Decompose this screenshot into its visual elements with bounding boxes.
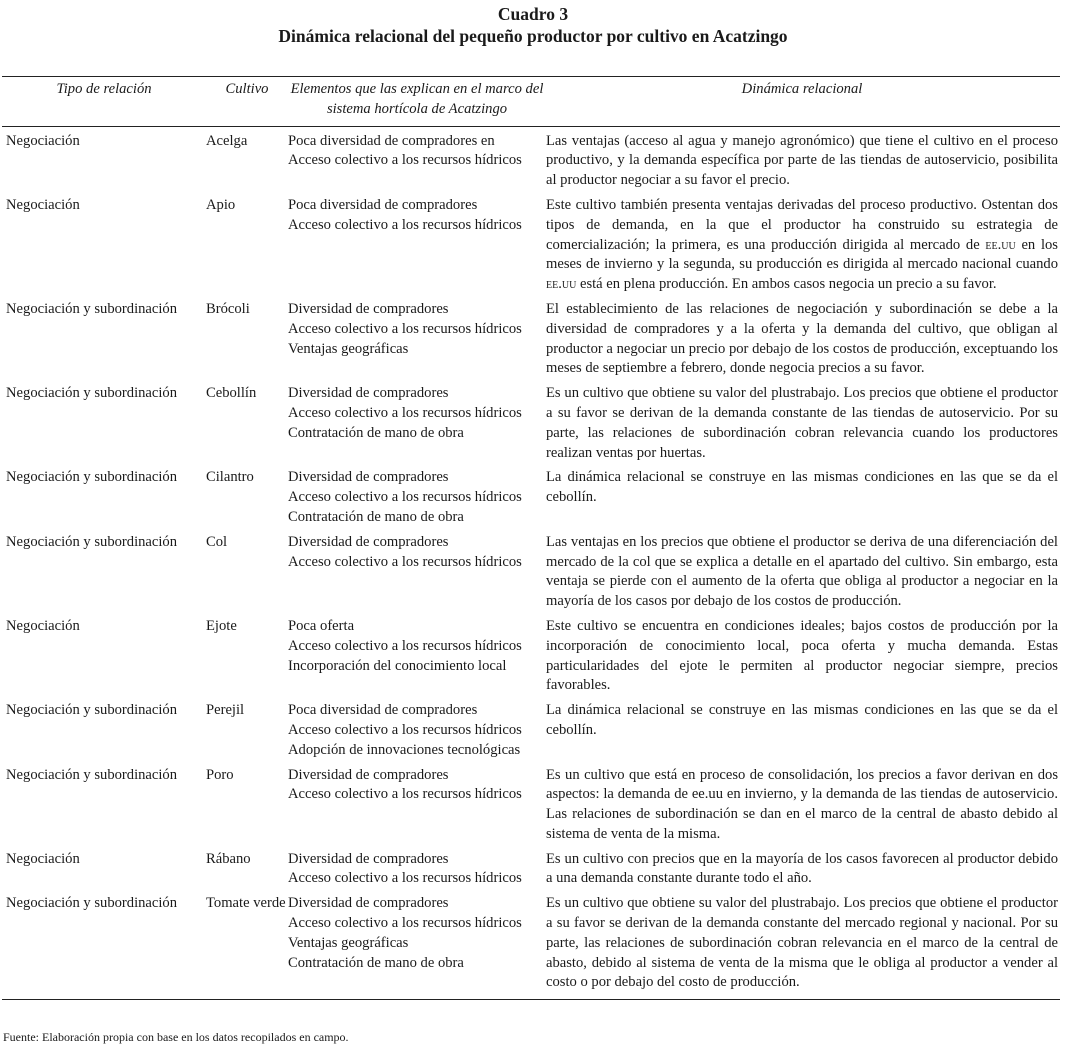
cell-elementos: [288, 300, 546, 384]
table-row: [2, 533, 1060, 617]
element-item: Diversidad de compradores: [288, 766, 449, 783]
element-item: Poca diversidad de compradores: [288, 196, 478, 213]
cell-elementos: [288, 617, 546, 701]
cell-tipo: Negociación: [6, 196, 80, 213]
cell-dinamica: Es un cultivo que obtiene su valor del plustrabajo. Los precios que obtiene el productor a su favor se derivan de la demanda constante del mercado regional y nacional. Por su parte, las relaciones de subordinación cobran relevancia en el marco de la central de abasto, debido al sistema de venta de la misma que le obliga al productor a vender al costo o por debajo del costo de producción.: [546, 895, 1058, 991]
cell-elementos: [288, 196, 546, 300]
header-dinamica: Dinámica relacional: [741, 81, 863, 97]
element-item: Acceso colectivo a los recursos hídricos: [288, 915, 522, 932]
cell-dinamica: El establecimiento de las relaciones de negociación y subordinación se debe a la diversidad de compradores y a la oferta y la demanda del cultivo, que obligan al productor a negociar un precio por debajo de los costos de producción, exceptuando los meses de septiembre a febrero, donde negocia precios a su favor.: [546, 300, 1058, 377]
element-item: Diversidad de compradores: [288, 469, 449, 486]
element-item: Acceso colectivo a los recursos hídricos: [288, 786, 522, 803]
table-row: [2, 701, 1060, 765]
cell-dinamica: Este cultivo también presenta ventajas derivadas del proceso productivo. Ostentan dos tipos de demanda, en la que el productor ha construido su estrategia de comercialización; la primera, es una producción dirigida al mercado de ee.uu en los meses de invierno y la segunda, su producción es dirigida al mercado nacional cuando ee.uu está en plena producción. En ambos casos negocia un precio a su favor.: [546, 196, 1058, 293]
cell-cultivo: Apio: [206, 196, 236, 213]
element-item: Acceso colectivo a los recursos hídricos: [288, 553, 522, 570]
element-item: Acceso colectivo a los recursos hídricos: [288, 404, 522, 421]
table-header-row: [2, 77, 1060, 127]
table-row: [2, 894, 1060, 999]
cell-tipo: Negociación y subordinación: [6, 702, 178, 719]
cell-elementos: [288, 468, 546, 532]
cell-elementos: [288, 701, 546, 765]
element-item: Poca diversidad de compradores: [288, 702, 478, 719]
cell-cultivo: Col: [206, 533, 228, 550]
cell-cultivo: Brócoli: [206, 300, 250, 317]
cell-elementos: [288, 126, 546, 196]
table-row: [2, 300, 1060, 384]
element-item: Ventajas geográficas: [288, 340, 409, 357]
cell-elementos: [288, 850, 546, 895]
cell-dinamica: La dinámica relacional se construye en las mismas condiciones en las que se da el cebollín.: [546, 469, 1058, 506]
header-cultivo: Cultivo: [225, 81, 269, 97]
cell-tipo: Negociación y subordinación: [6, 766, 178, 783]
element-item: Diversidad de compradores: [288, 895, 449, 912]
cell-cultivo: Rábano: [206, 850, 251, 867]
table-title: Cuadro 3: [497, 4, 569, 24]
table-row: [2, 196, 1060, 300]
cell-dinamica: Es un cultivo que está en proceso de consolidación, los precios a favor derivan en dos aspectos: la demanda de ee.uu en invierno, y la demanda de las tiendas de autoservicio. Las relaciones de subordinación se dan en el marco de la central de abasto debido al sistema de venta de la misma.: [546, 766, 1058, 842]
element-item: Diversidad de compradores: [288, 533, 449, 550]
cell-elementos: [288, 384, 546, 468]
table-subtitle: Dinámica relacional del pequeño productor por cultivo en Acatzingo: [278, 26, 788, 46]
element-item: Diversidad de compradores: [288, 385, 449, 402]
table-row: [2, 468, 1060, 532]
cell-dinamica: Este cultivo se encuentra en condiciones ideales; bajos costos de producción por la incorporación de conocimiento local, poca oferta y mucha demanda. Estas particularidades del ejote le permiten al productor negociar siempre, precios favorables.: [546, 617, 1058, 694]
element-item: Acceso colectivo a los recursos hídricos: [288, 216, 522, 233]
cell-dinamica: Es un cultivo con precios que en la mayoría de los casos favorecen al productor debido a una demanda constante durante todo el año.: [546, 850, 1058, 887]
source-footnote: Fuente: Elaboración propia con base en los datos recopilados en campo.: [3, 1030, 349, 1044]
cell-tipo: Negociación: [6, 132, 80, 149]
element-item: Acceso colectivo a los recursos hídricos: [288, 721, 522, 738]
header-elementos: Elementos que las explican en el marco del sistema hortícola de Acatzingo: [290, 81, 544, 117]
cell-cultivo: Cebollín: [206, 385, 257, 402]
element-item: Poca diversidad de compradores en: [288, 132, 495, 149]
table-row: [2, 617, 1060, 701]
cell-dinamica: Las ventajas (acceso al agua y manejo agronómico) que tiene el cultivo en el proceso productivo, y la demanda específica por parte de las tiendas de autoservicio, posibilita al productor negociar a su favor el precio.: [546, 132, 1058, 189]
cell-dinamica: Es un cultivo que obtiene su valor del plustrabajo. Los precios que obtiene el productor a su favor se derivan de la demanda constante de las tiendas de autoservicio. Por su parte, las relaciones de subordinación cobran relevancia cuando los productores realizan ventas por huertas.: [546, 385, 1058, 461]
element-item: Acceso colectivo a los recursos hídricos: [288, 870, 522, 887]
element-item: Contratación de mano de obra: [288, 954, 464, 971]
element-item: Poca oferta: [288, 617, 355, 634]
cell-cultivo: Cilantro: [206, 469, 254, 486]
cell-cultivo: Perejil: [206, 702, 245, 719]
cell-dinamica: La dinámica relacional se construye en las mismas condiciones en las que se da el cebollín.: [546, 702, 1058, 738]
cell-elementos: [288, 766, 546, 850]
table-row: [2, 850, 1060, 895]
table-row: [2, 384, 1060, 468]
cell-tipo: Negociación: [6, 850, 80, 867]
cell-elementos: [288, 533, 546, 617]
table-row: [2, 126, 1060, 196]
element-item: Diversidad de compradores: [288, 850, 449, 867]
relational-dynamics-table: [2, 76, 1060, 1000]
cell-tipo: Negociación: [6, 617, 80, 634]
cell-cultivo: Tomate verde: [206, 895, 286, 912]
cell-cultivo: Poro: [206, 766, 234, 783]
cell-elementos: [288, 894, 546, 999]
cell-tipo: Negociación y subordinación: [6, 469, 178, 486]
element-item: Adopción de innovaciones tecnológicas: [288, 741, 521, 758]
element-item: Contratación de mano de obra: [288, 508, 464, 525]
cell-cultivo: Ejote: [206, 617, 237, 634]
element-item: Acceso colectivo a los recursos hídricos: [288, 637, 522, 654]
table-row: [2, 766, 1060, 850]
cell-tipo: Negociación y subordinación: [6, 300, 178, 317]
element-item: Acceso colectivo a los recursos hídricos: [288, 489, 522, 506]
element-item: Contratación de mano de obra: [288, 424, 464, 441]
element-item: Acceso colectivo a los recursos hídricos: [288, 320, 522, 337]
cell-tipo: Negociación y subordinación: [6, 385, 178, 402]
header-tipo: Tipo de relación: [56, 81, 152, 97]
element-item: Diversidad de compradores: [288, 300, 449, 317]
element-item: Incorporación del conocimiento local: [288, 657, 507, 674]
element-item: Ventajas geográficas: [288, 934, 409, 951]
element-item: Acceso colectivo a los recursos hídricos: [288, 152, 522, 169]
cell-cultivo: Acelga: [206, 132, 248, 149]
cell-tipo: Negociación y subordinación: [6, 533, 178, 550]
cell-dinamica: Las ventajas en los precios que obtiene el productor se deriva de una diferenciación del mercado de la col que se explica a detalle en el apartado del cultivo. Sin embargo, esta ventaja se pierde con el aumento de la oferta que obliga al productor a negociar en la mayoría de los casos por debajo de los costos de producción.: [546, 533, 1058, 610]
cell-tipo: Negociación y subordinación: [6, 895, 178, 912]
